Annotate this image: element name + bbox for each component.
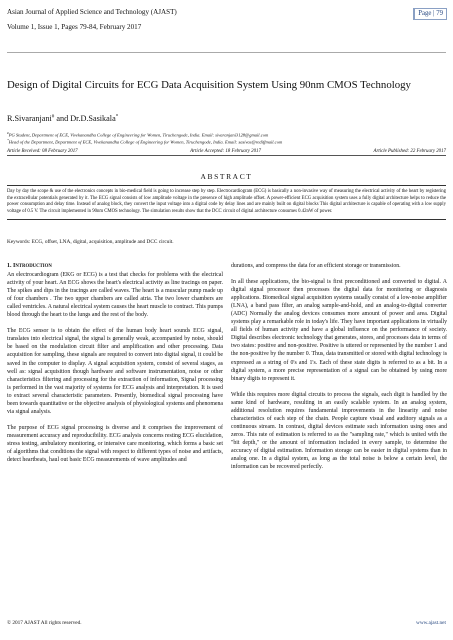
date-received: Article Received: 08 February 2017 <box>7 149 78 154</box>
paragraph: durations, and compress the data for an efficient storage or transmission. <box>231 263 401 269</box>
body-column-left <box>7 262 223 472</box>
affiliation-2 <box>7 137 449 146</box>
affiliation-2-mark: * <box>7 138 9 142</box>
keywords-text: ECG, offset, LNA, digital, acquisition, amplitude and DCC circuit. <box>31 239 174 245</box>
section-number: 1. I <box>7 263 16 269</box>
keywords-line <box>7 239 446 245</box>
journal-header <box>7 8 177 32</box>
author-2-name: Dr.D.Sasikala <box>70 114 116 123</box>
journal-name: Asian Journal of Applied Science and Technology (AJAST) <box>7 8 177 16</box>
header-divider <box>7 52 446 53</box>
author-line <box>7 114 118 123</box>
page-footer <box>7 620 446 626</box>
section-title: NTRODUCTION <box>15 264 52 269</box>
author-1-mark: # <box>51 114 55 120</box>
page-number-label: Page | 79 <box>413 8 447 20</box>
abstract-heading: ABSTRACT <box>200 172 253 181</box>
date-accepted: Article Accepted: 18 February 2017 <box>190 149 261 154</box>
paragraph: The ECG sensor is to obtain the effect of the human body heart sounds ECG signal, translates into electrical signal, the signal is generally weak, accompanied by noise, should be based on the modulation circuit filter and amplification and other processing. Data acquisition for sampling, these signals are required to convert into digital signal, it could be saved in the computer to display. A signal acquisition system, consist of several stages, as well as: signal acquisition though hardware and software instrumentation, noise or other characteristics filtering and processing for the extraction of information, Signal processing is performed in the vast majority of systems for ECG analysis and interpretation. It is used to extract several characteristic parameters. Presently, biomedical signal processing have been towards quantitative or the objective analysis of physiological systems and phenomena via signal analysis. <box>7 328 223 415</box>
affiliation-1-text: PG Student, Department of ECE, Vivekanandha College of Engineering for Women, Tiruchengode, India. Email: sivaranjani3128@gmail.com <box>8 132 269 138</box>
affiliation-1-mark: # <box>7 131 9 135</box>
abstract-text: Day by day the scope & use of the electronics concepts in bio-medical field is going to increase step by step. Electrocardiogram (ECG) is basically a non-invasive way of measuring the electrical activity of the heart by registering the extracellular potentials generated by it. The ECG signal consists of low amplitude voltage in the presence of high amplitude offset. A power-efficient ECG acquisition system uses a fully digital architecture helps to reduce the power consumption and delay time. Instead of analog block, they convert the input voltage into a digital code by delay lines and are mainly built on digital blocks This digital architecture is capable of operating with a low supply voltage of 0.5 V. The circuit implemented in 90nm CMOS technology. The simulation results show that the DCC circuit of digital architecture consumes 0.42nW of power. <box>7 189 446 214</box>
section-heading-introduction <box>7 262 223 271</box>
paragraph: In all these applications, the bio-signal is first preconditioned and converted to digital. A digital signal processor then processes the digital data for monitoring or diagnosis applications. Biomedical signal acquisition systems usually consist of a low-noise amplifier (LNA), a band pass filter, an analog sample-and-hold, and an analog-to-digital converter (ADC) Normally the analog devices consumes more amount of power and area. Digital systems play a remarkable role in today's life. They have important applications in virtually all fields of human activity and have a global influence on the performance of society. Digital describes electronic technology that generates, stores, and processes data in terms of two states: positive and non-positive. Positive is uttered or represented by the number 1 and the non-positive by the number 0. Thus, data transmitted or stored with digital technology is expressed as a string of 0's and 1's. Each of these state digits is referred to as a bit. In a digital system, a more precise representation of a signal can be obtained by using more binary digits to represent it. <box>231 279 447 382</box>
paragraph: While this requires more digital circuits to process the signals, each digit is handled by the same kind of hardware, resulting in an easily scalable system. In an analog system, additional resolution requires fundamental improvements in the linearity and noise characteristics of each step of the chain. People capture visual and auditory signals as a continuous stream. In contrast, digital devices estimate such information using ones and zeros. This rate of estimation is referred to as the "sampling rate," which is united with the "bit depth," or the amount of information included in every sample, to determine the accuracy of digital estimation. Information storage can be easier in digital systems than in analog one. In a digital system, as long as the total noise is below a certain level, the information can be recovered perfectly. <box>231 391 447 471</box>
keywords-label: Keywords: <box>7 239 31 245</box>
paragraph: An electrocardiogram (EKG or ECG) is a test that checks for problems with the electrical activity of your heart. An ECG shows the heart's electrical activity as line tracings on paper. The spikes and dips in the tracings are called waves. The heart is a muscular pump made up of four chambers . The two upper chambers are called atria. The two lower chambers are called ventricles. A natural electrical system causes the heart muscle to contract. This pumps blood through the heart to the lungs and the rest of the body. <box>7 272 223 319</box>
author-2-mark: * <box>115 114 119 120</box>
journal-volume: Volume 1, Issue 1, Pages 79-84, February 2017 <box>7 23 142 31</box>
article-dates <box>7 149 446 156</box>
author-joiner: and <box>54 114 71 123</box>
paragraph: The purpose of ECG signal processing is diverse and it comprises the improvement of measurement accuracy and reproducibility. ECG analysis concerns resting ECG elucidation, stress testing, ambulatory monitoring, or intensive care monitoring, which forms a basic set of algorithms that conditions the signal with respect to different types of noise and artifacts, detect heartbeats, haul out basic ECG measurements of wave amplitudes and <box>7 424 223 464</box>
author-1-name: R.Sivaranjani <box>7 114 52 123</box>
paper-title: Design of Digital Circuits for ECG Data Acquisition System Using 90nm CMOS Technology <box>7 79 411 91</box>
journal-url-link[interactable]: www.ajast.net <box>416 620 446 626</box>
body-column-right <box>231 262 447 479</box>
date-published: Article Published: 22 February 2017 <box>373 149 446 154</box>
copyright-text: © 2017 AJAST All rights reserved. <box>7 620 82 626</box>
affiliation-2-text: Head of the Department, Department of ECE, Vivekanandha College of Engineering for Women, Tiruchengode, India. Email: sasivas@rediffmail.com <box>8 139 283 145</box>
abstract-box <box>7 185 446 220</box>
